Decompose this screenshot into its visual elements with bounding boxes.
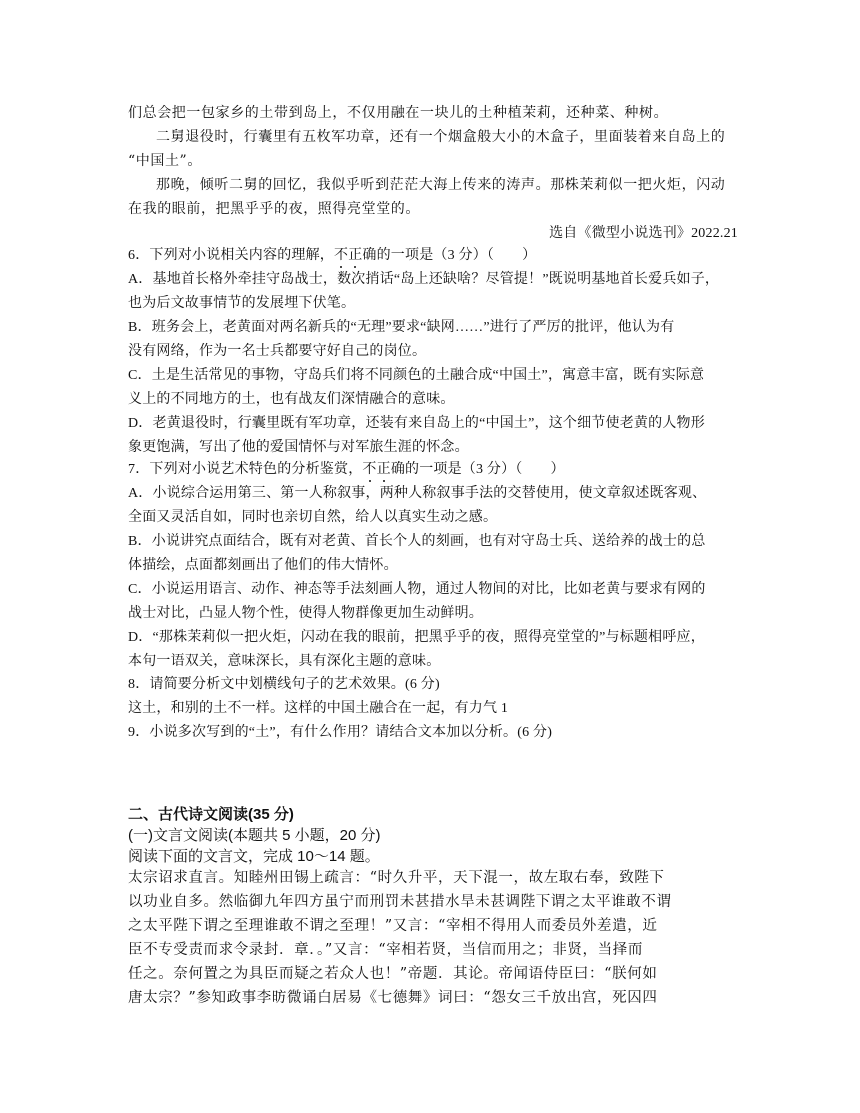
stem-text: 确的一项是（3 分）（: [362, 248, 495, 263]
option-c-cont: 战士对比，凸显人物个性，使得人物群像更加生动鲜明。: [128, 606, 483, 621]
classical-text-line: 臣不专受责而求令录封．章．。”又言：“宰相若贤，当信而用之；非贤，当择而: [128, 942, 643, 958]
option-c: C．土是生活常见的事物，守岛兵们将不同颜色的土融合成“中国土”，寓意丰富，既有实际意: [128, 368, 705, 383]
option-c-cont: 义上的不同地方的土，也有战友们深情融合的意味。: [128, 392, 455, 407]
question-9-stem: 9．小说多次写到的“土”，有什么作用？请结合文本加以分析。(6 分): [128, 725, 553, 740]
story-paragraph-line: 二舅退役时，行囊里有五枚军功章，还有一个烟盒般大小的木盒子，里面装着来自岛上的: [156, 129, 726, 145]
option-b: B．班务会上，老黄面对两名新兵的“无理”要求“缺网……”进行了严厉的批评，他认为有: [128, 320, 675, 335]
emphasis-mark: 不: [334, 248, 349, 263]
option-d-cont: 本句一语双关，意味深长，具有深化主题的意味。: [128, 654, 441, 669]
stem-text: 确的一项是（3 分）（: [390, 462, 523, 477]
story-paragraph-line: 在我的眼前，把黑乎乎的夜，照得亮堂堂的。: [128, 201, 420, 217]
option-c: C．小说运用语言、动作、神态等手法刻画人物，通过人物间的对比，比如老黄与要求有网的: [128, 582, 706, 597]
classical-text-line: 任之。奈何置之为具臣而疑之若众人也！”帝题．其论。帝闻语侍臣曰：“朕何如: [128, 966, 658, 982]
option-d: D．老黄退役时，行囊里既有军功章，还装有来自岛上的“中国土”，这个细节使老黄的人物形: [128, 416, 705, 431]
instructions: 阅读下面的文言文，完成 10～14 题。: [128, 848, 380, 865]
classical-text-line: 之太平陛下谓之至理谁敢不谓之至理！”又言：“宰相不得用人而委员外差遣，近: [128, 918, 658, 934]
stem-text: 7．下列对小说艺术特色的分析鉴赏，: [128, 462, 363, 477]
option-a: A．基地首长格外牵挂守岛战士，数次捎话“岛上还缺啥？尽管提！”既说明基地首长爱兵如子，: [128, 272, 720, 287]
question-7-stem: [128, 458, 738, 478]
emphasis-mark: 正: [376, 462, 391, 477]
classical-text-line: 太宗诏求直言。知睦州田锡上疏言：“时久升平，天下混一，故左取右奉，致陛下: [128, 870, 665, 886]
emphasis-mark: 不: [362, 462, 377, 477]
stem-text: 6．下列对小说相关内容的理解，: [128, 248, 334, 263]
question-6-stem: [128, 244, 738, 264]
question-8-quote: 这土，和别的土不一样。这样的中国土融合在一起，有力气 1: [128, 701, 509, 716]
option-b-cont: 没有网络，作为一名士兵都要守好自己的岗位。: [128, 344, 427, 359]
story-paragraph-line: 那晚，倾听二舅的回忆，我似乎听到茫茫大海上传来的涛声。那株茉莉似一把火炬，闪动: [156, 177, 726, 193]
option-d: D．“那株茉莉似一把火炬，闪动在我的眼前，把黑乎乎的夜，照得亮堂堂的”与标题相呼应，: [128, 630, 705, 645]
option-a-cont: 全面又灵活自如，同时也亲切自然，给人以真实生动之感。: [128, 510, 498, 525]
source-citation: 选自《微型小说选刊》2022.21: [549, 226, 738, 241]
section-title: 二、古代诗文阅读(35 分): [128, 806, 294, 823]
option-b: B．小说讲究点面结合，既有对老黄、首长个人的刻画，也有对守岛士兵、送给养的战士的总: [128, 534, 706, 549]
option-d-cont: 象更饱满，写出了他的爱国情怀与对军旅生涯的怀念。: [128, 440, 469, 455]
classical-text-line: 唐太宗？”参知政事李昉微诵白居易《七德舞》词曰：“怨女三千放出宫，死囚四: [128, 990, 658, 1006]
classical-text-line: 以功业自多。然临御九年四方虽宁而刑罚未甚措水旱未甚调陛下谓之太平谁敢不谓: [128, 894, 672, 910]
story-paragraph-line: 们总会把一包家乡的土带到岛上，不仅用融在一块儿的土种植茉莉，还种菜、种树。: [128, 105, 669, 121]
story-paragraph-line: “中国土”。: [128, 153, 202, 169]
option-a: A．小说综合运用第三、第一人称叙事，两种人称叙事手法的交替使用，使文章叙述既客观、: [128, 486, 707, 501]
option-a-cont: 也为后文故事情节的发展埋下伏笔。: [128, 296, 356, 311]
emphasis-mark: 正: [348, 248, 363, 263]
question-8-stem: 8．请简要分析文中划横线句子的艺术效果。(6 分): [128, 677, 440, 692]
stem-text: ）: [550, 462, 565, 477]
option-b-cont: 体描绘，点面都刻画出了他们的伟大情怀。: [128, 558, 398, 573]
subsection-title: (一)文言文阅读(本题共 5 小题，20 分): [128, 827, 381, 844]
stem-text: ）: [522, 248, 537, 263]
